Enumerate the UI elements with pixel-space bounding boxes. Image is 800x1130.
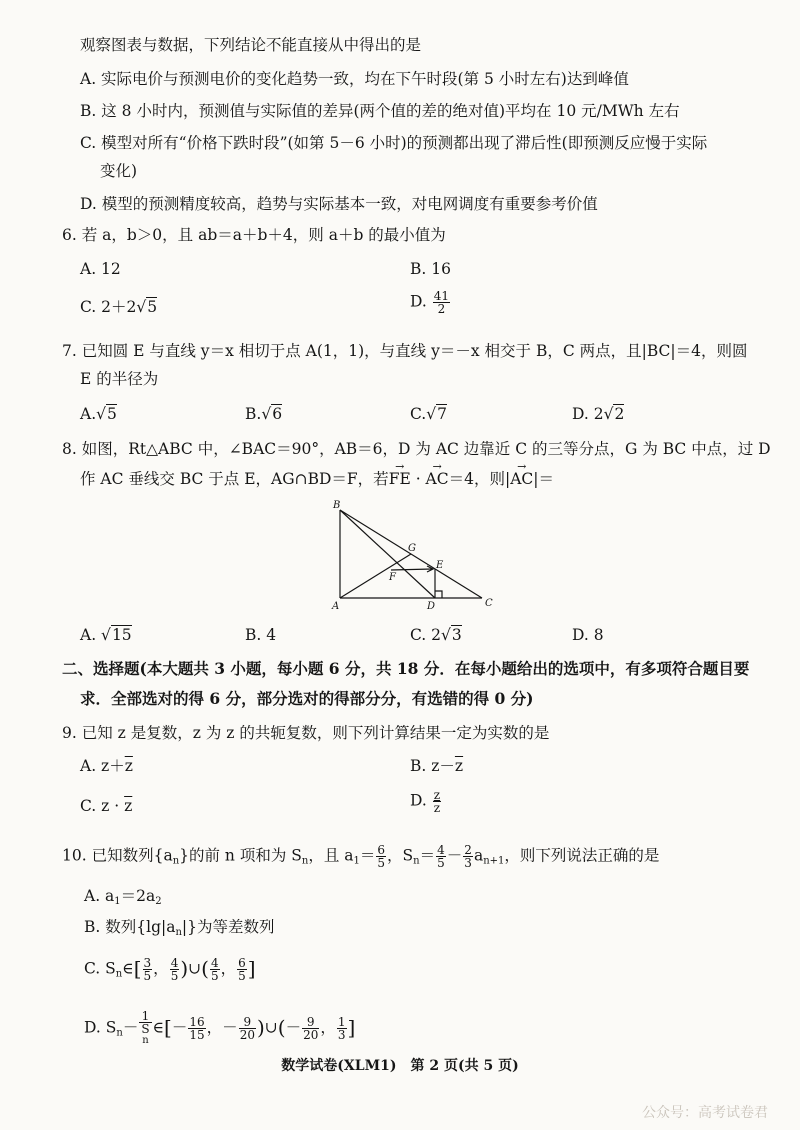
q5-option-b: B. 这 8 小时内，预测值与实际值的差异(两个值的差的绝对值)平均在 10 元/MWh 左右 xyxy=(80,102,680,120)
q8-line1: 8. 如图，Rt△ABC 中，∠BAC＝90°，AB＝6，D 为 AC 边靠近 C 的三等分点，G 为 BC 中点，过 D xyxy=(62,440,771,458)
watermark: 公众号：高考试卷君 xyxy=(642,1105,768,1121)
q10-option-c: C. $S_n\in$[ $\frac{3}{5}$ ， $\frac{4}{5}$ )∪( $\frac{4}{5}$ ， $\frac{6}{5}$ ] xyxy=(84,956,256,983)
q8-line2: 作 AC 垂线交 BC 于点 E，AG∩BD＝F，若→ FE · → AC＝4，则|→ AC|＝ xyxy=(80,468,554,490)
q9-option-a: A. $z+\overline{z}$ xyxy=(80,757,133,775)
label-a: A xyxy=(332,601,340,612)
q7-line1: 7. 已知圆 E 与直线 y＝x 相切于点 A(1，1)，与直线 y＝－x 相交于 B，C 两点，且|BC|＝4，则圆 xyxy=(62,342,748,360)
q10-option-a: A. $a_1=2a_2$ xyxy=(84,887,162,907)
q7-option-d: D. 2√2 xyxy=(572,405,625,423)
q6-option-c: C. 2＋2√5 xyxy=(80,298,158,316)
q7-line2: E 的半径为 xyxy=(80,370,159,388)
q7-option-c: C.√7 xyxy=(410,405,447,423)
label-d: D xyxy=(427,601,436,612)
q5-option-d: D. 模型的预测精度较高，趋势与实际基本一致，对电网调度有重要参考价值 xyxy=(80,195,598,213)
q5-option-c-line1: C. 模型对所有“价格下跌时段”(如第 5－6 小时)的预测都出现了滞后性(即预测反应慢于实际 xyxy=(80,134,708,152)
label-g: G xyxy=(408,543,416,554)
q5-option-a: A. 实际电价与预测电价的变化趋势一致，均在下午时段(第 5 小时左右)达到峰值 xyxy=(80,70,629,88)
q9-option-c: C. $z \cdot \overline{z}$ xyxy=(80,797,133,815)
q8-option-a: A. √15 xyxy=(80,626,132,644)
label-f: F xyxy=(389,572,396,583)
q7-option-a: A.√5 xyxy=(80,405,117,423)
label-b: B xyxy=(333,500,341,511)
section-2-heading: 二、选择题(本大题共 3 小题，每小题 6 分，共 18 分．在每小题给出的选项中，有多项符合题目要 xyxy=(62,659,750,678)
q6-option-b: B. 16 xyxy=(410,260,451,278)
segment-bd xyxy=(340,510,435,598)
q8-triangle-figure xyxy=(320,498,510,613)
q8-option-b: B. 4 xyxy=(245,626,277,644)
vector-fe xyxy=(391,569,432,570)
q10-stem: 10. 已知数列$\{a_n\}$的前 n 项和为 $S_n$，且 $a_1=$ $\frac{6}{5}$ ，$S_n=$ $\frac{4}{5}$ － $\frac{2}{3}$ $a_{n+1}$，则下列说法正确的是 xyxy=(62,843,660,870)
right-angle-mark xyxy=(435,591,442,598)
q6-stem: 6. 若 a，b＞0，且 ab＝a＋b＋4，则 a＋b 的最小值为 xyxy=(62,226,446,244)
q8-option-c: C. 2√3 xyxy=(410,626,462,644)
label-c: C xyxy=(485,598,493,609)
q6-option-a: A. 12 xyxy=(80,260,121,278)
q9-option-b: B. $z-\overline{z}$ xyxy=(410,757,464,775)
q10-option-b: B. 数列$\{\lg|a_n|\}$为等差数列 xyxy=(84,918,275,938)
section-2-instructions: 求．全部选对的得 6 分，部分选对的得部分分，有选错的得 0 分) xyxy=(80,689,534,708)
q7-option-b: B.√6 xyxy=(245,405,283,423)
label-e: E xyxy=(436,560,444,571)
q5-stem: 观察图表与数据，下列结论不能直接从中得出的是 xyxy=(80,36,422,54)
q9-stem: 9. 已知 z 是复数，z 为 z 的共轭复数，则下列计算结果一定为实数的是 xyxy=(62,724,550,742)
segment-ag xyxy=(340,554,411,598)
q10-option-d: D. $S_n-$ 1 S n ∈[－ $\frac{16}{15}$ ，－ $\frac{9}{20}$ )∪(－ $\frac{9}{20}$ ， $\frac{1}{3}$ ] xyxy=(84,1009,356,1046)
q9-option-d: D. $\frac{z}{z}$ xyxy=(410,788,441,815)
q8-option-d: D. 8 xyxy=(572,626,604,644)
q5-option-c-line2: 变化) xyxy=(100,162,138,180)
page-footer: 数学试卷(XLM1) 第 2 页(共 5 页) xyxy=(281,1058,519,1074)
q6-option-d: D. $\frac{41}{2}$ xyxy=(410,289,450,316)
